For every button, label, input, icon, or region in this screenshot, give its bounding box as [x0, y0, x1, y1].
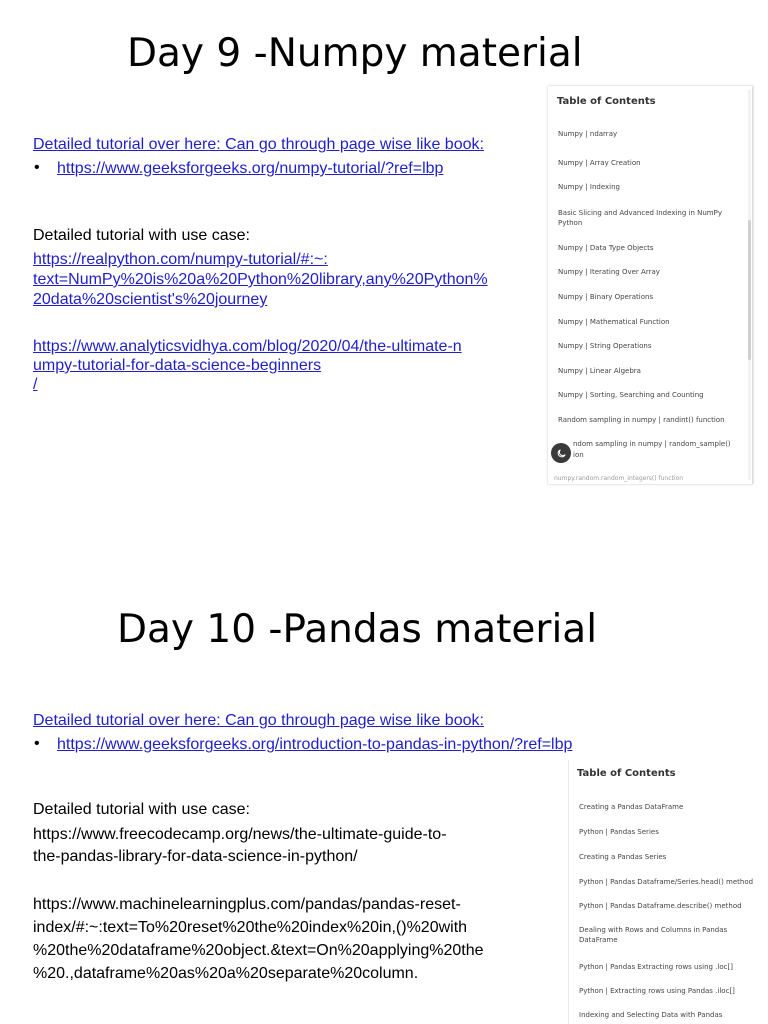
bullet-dot: •	[34, 159, 40, 176]
url-line: https://www.freecodecamp.org/news/the-ultimate-guide-to-	[33, 826, 447, 843]
toc-footer-cut-text: numpy.random.random_integers() function	[554, 475, 684, 482]
url-line: %20the%20dataframe%20object.&text=On%20applying%20the	[33, 942, 484, 959]
day10-usecase-label: Detailed tutorial with use case:	[33, 801, 250, 818]
toc-item[interactable]: Numpy | Iterating Over Array	[558, 268, 660, 276]
toc-item[interactable]: Python | Pandas Dataframe.describe() method	[579, 902, 742, 910]
toc-item[interactable]: Numpy | Indexing	[558, 183, 620, 191]
toc-item[interactable]: ion	[573, 451, 584, 459]
toc-item[interactable]: Creating a Pandas DataFrame	[579, 803, 684, 811]
toc-item[interactable]: Python | Pandas Series	[579, 828, 659, 836]
toc-item[interactable]: Numpy | ndarray	[558, 130, 618, 138]
link-line: 20data%20scientist's%20journey	[33, 291, 268, 308]
toc-item[interactable]: Creating a Pandas Series	[579, 853, 667, 861]
toc-item[interactable]: Numpy | Array Creation	[558, 159, 641, 167]
day9-geeksforgeeks-link[interactable]: https://www.geeksforgeeks.org/numpy-tutorial/?ref=lbp	[57, 160, 444, 177]
day9-title: Day 9 -Numpy material	[127, 31, 583, 76]
url-line: the-pandas-library-for-data-science-in-python/	[33, 848, 358, 865]
toc-item[interactable]: Numpy | Data Type Objects	[558, 244, 654, 252]
day10-geeksforgeeks-link[interactable]: https://www.geeksforgeeks.org/introduction-to-pandas-in-python/?ref=lbp	[57, 736, 573, 753]
toc-item[interactable]: Python | Pandas Dataframe/Series.head() method	[579, 878, 754, 886]
bullet-dot: •	[34, 735, 40, 752]
toc-item[interactable]: Python | Pandas Extracting rows using .loc[]	[579, 963, 733, 971]
toc-item[interactable]: ndom sampling in numpy | random_sample()	[573, 440, 731, 448]
day10-title: Day 10 -Pandas material	[117, 607, 598, 652]
toc-item[interactable]: Indexing and Selecting Data with Pandas	[579, 1011, 723, 1019]
toc-item[interactable]: Numpy | Linear Algebra	[558, 367, 641, 375]
link-line: https://realpython.com/numpy-tutorial/#:~:	[33, 251, 328, 268]
day9-realpython-link[interactable]	[33, 250, 488, 310]
toc-scrollbar-thumb[interactable]	[748, 220, 751, 360]
day10-intro-link[interactable]: Detailed tutorial over here: Can go through page wise like book:	[33, 712, 484, 729]
url-line: index/#:~:text=To%20reset%20the%20index%20in,()%20with	[33, 919, 468, 936]
toc-item[interactable]: Python | Extracting rows using Pandas .iloc[]	[579, 987, 735, 995]
pandas-toc-panel	[568, 760, 768, 1024]
day9-usecase-label: Detailed tutorial with use case:	[33, 227, 250, 244]
moon-icon	[556, 448, 567, 459]
url-line: https://www.machinelearningplus.com/pandas/pandas-reset-	[33, 896, 461, 913]
toc-item[interactable]: Numpy | Sorting, Searching and Counting	[558, 391, 704, 399]
day9-analyticsvidhya-link[interactable]	[33, 337, 462, 394]
toc-item[interactable]: Dealing with Rows and Columns in Pandas DataFrame	[579, 926, 728, 944]
url-line: %20.,dataframe%20as%20a%20separate%20column.	[33, 965, 419, 982]
toc-item[interactable]: Numpy | Mathematical Function	[558, 318, 670, 326]
toc-item[interactable]: Basic Slicing and Advanced Indexing in NumPy Python	[558, 209, 722, 227]
day10-machinelearningplus-url	[33, 893, 484, 985]
link-line: /	[33, 376, 38, 393]
link-line: https://www.analyticsvidhya.com/blog/2020/04/the-ultimate-n	[33, 338, 462, 355]
toc-item[interactable]: Numpy | String Operations	[558, 342, 652, 350]
toc-scrollbar[interactable]	[748, 90, 751, 480]
toc-heading: Table of Contents	[557, 96, 656, 107]
day9-intro-link[interactable]: Detailed tutorial over here: Can go through page wise like book:	[33, 136, 484, 153]
dark-mode-toggle-button[interactable]	[551, 443, 571, 463]
toc-item[interactable]: Random sampling in numpy | randint() function	[558, 416, 725, 424]
numpy-toc-panel	[548, 86, 753, 484]
toc-item[interactable]: Numpy | Binary Operations	[558, 293, 654, 301]
link-line: umpy-tutorial-for-data-science-beginners	[33, 357, 322, 374]
toc-heading: Table of Contents	[577, 768, 676, 779]
day10-freecodecamp-url	[33, 824, 447, 868]
link-line: text=NumPy%20is%20a%20Python%20library,any%20Python%	[33, 271, 488, 288]
